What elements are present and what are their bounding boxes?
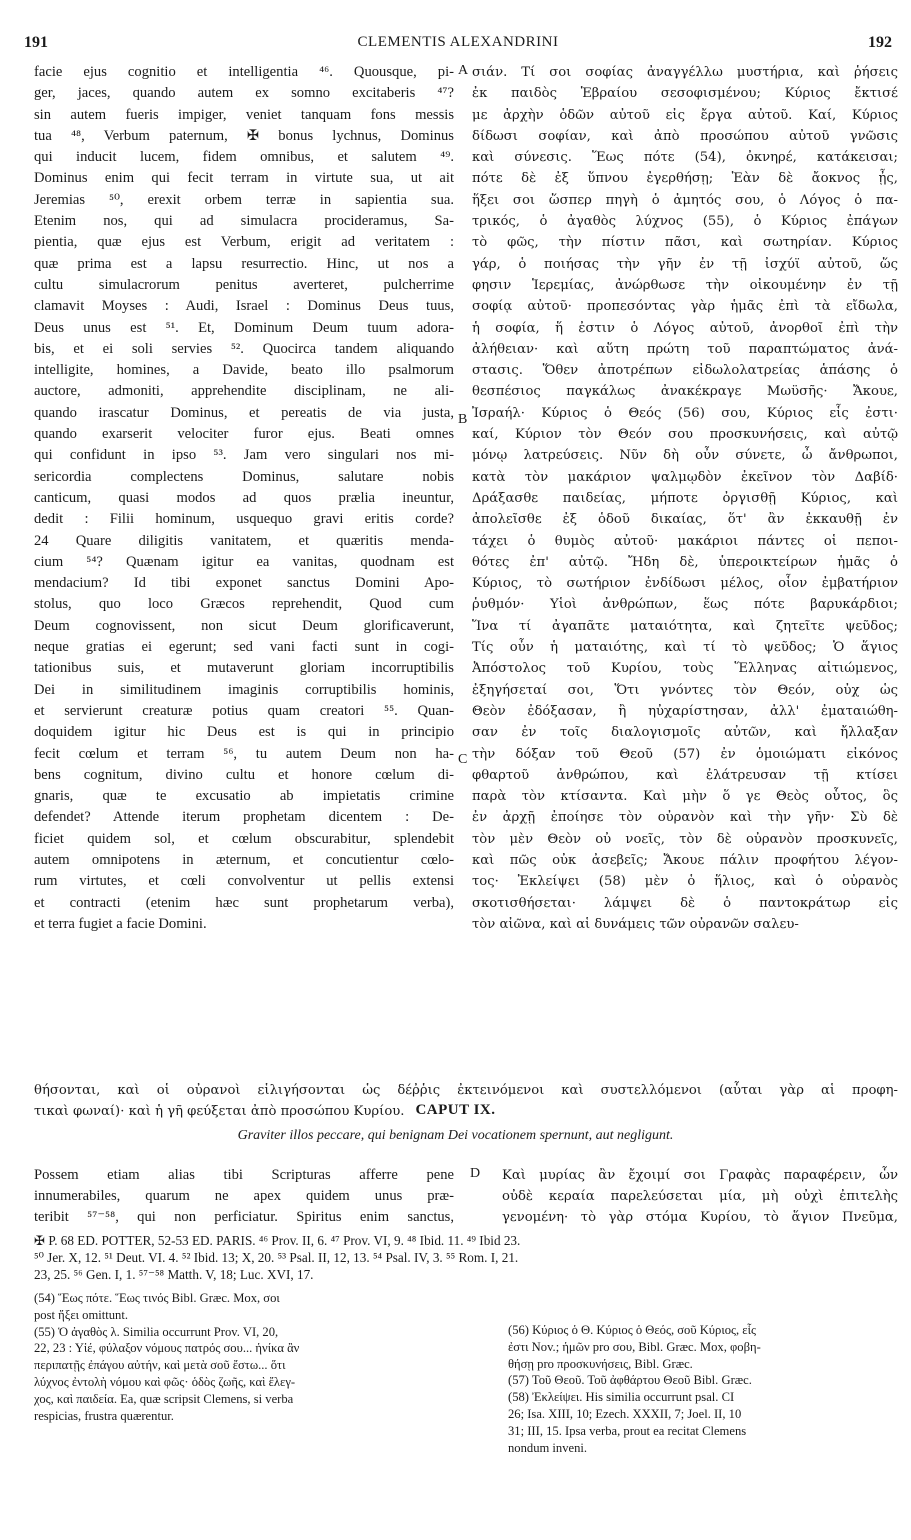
latin-text-line: innumerabiles, quarum ne apex quidem unus præ- [34,1188,454,1204]
greek-text-line: στασις. Ὅθεν ἀποτρέπων εἰδωλολατρείας ἁπάσης ὁ [472,363,898,379]
latin-text-line: stolus, quo loco Græcos reprehendit, Quod cum [34,596,454,613]
latin-text-line: Deum cognovissent, non sicut Deum glorificaverunt, [34,617,454,634]
latin-text-line: facie ejus cognitio et intelligentia ⁴⁶. Quousque, pi- [34,64,454,80]
greek-text-line: τάχει ὁ θυμὸς αὐτοῦ· μακάριοι πάντες οἱ πεποι- [472,533,898,549]
greek-text-line: γενομένη· τὸ γὰρ στόμα Κυρίου, τὸ ἅγιον Πνεῦμα, [502,1210,898,1225]
footnote-line: λύχνος ἐντολὴ νόμου καὶ φῶς· ὁδὸς ζωῆς, καὶ ἔλεγ- [34,1374,296,1389]
latin-text-line: neque gratias ei egerunt; sed vani facti sunt in cogi- [34,639,454,656]
footnote-line: χος, καὶ παιδεία. Ea, quæ scripsit Clemens, si verba [34,1391,294,1406]
latin-text-line: Deus unus est ⁵¹. Et, Dominum Deum tuum adora- [34,319,454,336]
chapter-summary: Graviter illos peccare, qui benignam Dei vocationem spernunt, aut negligunt. [237,1128,674,1143]
greek-text-line: ἐξηγήσεταί σοι, Ὅτι γνόντες τὸν Θεόν, οὐχ ὡς [472,682,898,698]
footnote-line: 26; Isa. XIII, 10; Ezech. XXXII, 7; Joel. II, 10 [508,1406,742,1421]
footnotes-right [508,1322,898,1456]
chapter-greek-text [502,1165,898,1228]
greek-text-line: ἀπολεῖσθε ἐξ ὁδοῦ δικαίας, ὅτ' ἂν ἐκκαυθῇ ἐν [472,512,898,528]
greek-text-line: δίδωσι σοφίαν, καὶ ἀπὸ προσώπου αὐτοῦ γνῶσις [472,128,898,144]
latin-text-line: dedit : Filii hominum, usquequo gravi eritis corde? [34,511,454,528]
latin-text-line: autem omnipotens in æternum, et concutientur cœlo- [34,851,454,868]
greek-text-line: φθαρτοῦ ἀνθρώπου, καὶ ἐλάτρευσαν τῇ κτίσει [472,767,898,783]
greek-text-line: κατὰ τὸν μακάριον ψαλμῳδὸν ἐκεῖνον τὸν Δαβίδ· [472,469,898,485]
greek-text-line: μόνῳ λατρεύσεις. Νῦν δὴ οὖν σύνετε, ὦ ἄνθρωποι, [472,448,898,464]
latin-text-line: cium ⁵⁴? Quænam igitur ea vanitas, quodnam est [34,553,454,570]
latin-text-line: canticum, quasi modos ad quos prælia ineuntur, [34,489,454,506]
greek-text-line: τὸν μὲν Θεὸν οὐ νοεῖς, τὸν δὲ οὐρανὸν προσκυνεῖς, [472,831,898,847]
latin-text-line: sericordia complectens Dominus, salutare nobis [34,468,454,485]
greek-text-line: οὐδὲ κεραία παρελεύσεται μία, μὴ οὐχὶ ἐπιτελὴς [502,1189,898,1204]
latin-text-line: pientia, quæ ejus est Verbum, erigit ad veritatem : [34,234,454,251]
greek-text-line: Θεὸν ἐδόξασαν, ἢ ηὐχαρίστησαν, ἀλλ' ἐματαιώθη- [472,703,898,719]
greek-text-line: τικαὶ φωναί)· καὶ ἡ γῆ φεύξεται ἀπὸ προσώπου Κυρίου. [34,1104,405,1119]
latin-text-line: qui confidunt in ipso ⁵³. Jam vero singulari nos mi- [34,447,454,464]
greek-text-line: σκοτισθήσεται· λάμψει δὲ ὁ παντοκράτωρ εἰς [472,895,898,911]
greek-text-line: θότες ἐπ' αὐτῷ. Ἤδη δὲ, ὑπεροικτείρων ἡμᾶς ὁ [472,554,898,570]
latin-text-line: bens cognitum, divino cultu et honore cœlum di- [34,766,454,783]
latin-column [34,62,454,935]
latin-text-line: bis, et ei soli servies ⁵². Quocirca tandem aliquando [34,340,454,357]
footnote-line: (54) Ἕως πότε. Ἕως τινός Bibl. Græc. Mox, σοι [34,1291,280,1305]
latin-text-line: et contracti (etenim hæc sunt prophetarum verba), [34,894,454,911]
greek-text-line: τος· Ἐκλείψει (58) μὲν ὁ ἥλιος, καὶ ὁ οὐρανὸς [472,874,898,890]
greek-text-line: πότε δὲ ἐξ ὕπνου ἐγερθήσῃ; Ἐὰν δὲ ἄοκνος ᾖς, [472,171,898,187]
chapter-latin-text [34,1165,454,1228]
margin-letter-c: C [458,752,468,767]
page-number-right: 192 [868,34,892,51]
greek-text-line: ἥξει σοι ὥσπερ πηγὴ ὁ ἀμητός σου, ὁ Λόγος ὁ πα- [472,192,898,208]
running-title: CLEMENTIS ALEXANDRINI [357,34,559,50]
greek-text-line: τρικός, ὁ ἀγαθὸς λύχνος (55), ὁ Κύριος ἐπάγων [472,214,898,230]
margin-letter-a: A [458,63,469,78]
footnote-line: post ἥξει omittunt. [34,1307,128,1322]
greek-text-line: καὶ σύνεσις. Ἕως πότε (54), ὀκνηρέ, κατάκεισαι; [472,150,898,166]
latin-text-line: ficiet quidem sol, et cœlum obscurabitur, splendebit [34,830,454,847]
greek-text-line: παρὰ τὸν κτίσαντα. Καὶ μὴν ὅ γε Θεὸς οὗτος, ὃς [472,789,898,805]
latin-text-line: teribit ⁵⁷⁻⁵⁸, qui non perficiatur. Spiritus enim sanctus, [34,1209,454,1225]
greek-text-line: καί, Κύριον τὸν Θεόν σου προσκυνήσεις, καὶ αὐτῷ [472,427,898,443]
footnotes-left [34,1290,474,1424]
greek-text-line: ῥυθμόν· Υἱοὶ ἀνθρώπων, ἕως πότε βαρυκάρδιοι; [472,597,898,613]
latin-text-line: et terra fugiet a facie Domini. [34,915,207,932]
latin-text-line: clamavit Moyses : Audi, Israel : Dominus Deus tuus, [34,298,454,315]
footnote-line: 31; III, 15. Ipsa verba, prout ea recitat Clemens [508,1423,747,1438]
chapter-heading: CAPUT IX. [415,1102,496,1118]
greek-text-line: ἀλήθειαν· καὶ αὕτη πρώτη τοῦ παραπτώματος ἀνά- [472,341,898,357]
footnote-line: (57) Τοῦ Θεοῦ. Τοῦ ἀφθάρτου Θεοῦ Bibl. Græc. [508,1373,752,1388]
latin-text-line: quæ prima est a lapsu resurrectio. Hinc, ut nos a [34,255,454,272]
greek-text-line: θήσονται, καὶ οἱ οὐρανοὶ εἱλιγήσονται ὡς δέῤῥις ἐκτεινόμενοι καὶ συστελλόμενοι (αὗται γὰρ αἱ προφη- [34,1083,898,1098]
greek-text-line: φησιν Ἱερεμίας, ἀνώρθωσε τὴν οἰκουμένην ἐν τῇ [472,277,898,293]
greek-text-line: Κύριος, τὸ σωτήριον ἐνδίδωσι μέλος, οἷον ἐμβατήριον [472,576,898,592]
greek-text-line: Καὶ μυρίας ἂν ἔχοιμί σοι Γραφὰς παραφέρειν, ὧν [502,1168,898,1183]
latin-text-line: defendet? Attende iterum prophetam dicentem : De- [34,809,454,826]
latin-text-line: intelligite, homines, a Davide, beato illo psalmorum [34,362,454,379]
greek-text-line: σιάν. Τί σοι σοφίας ἀναγγέλλω μυστήρια, καὶ ῥήσεις [472,65,898,80]
greek-text-line: Δράξασθε παιδείας, μήποτε ὀργισθῇ Κύριος, καὶ [472,490,898,506]
greek-text-line: σαν ἐν τοῖς διαλογισμοῖς αὐτῶν, καὶ ἤλλαξαν [472,725,898,741]
latin-text-line: Possem etiam alias tibi Scripturas afferre pene [34,1167,454,1183]
latin-text-line: quando exarserit velociter furor ejus. Beati omnes [34,426,454,443]
latin-text-line: sin autem fueris impiger, veniet tanquam fons messis [34,106,454,123]
latin-text-line: Etenim nos, qui ad simulacra procideramus, Sa- [34,213,454,230]
margin-letter-d: D [470,1166,481,1181]
page-header [24,34,892,56]
latin-text-line: mendacium? Id tibi exponet sanctus Domini Apo- [34,575,454,592]
latin-text-line: quando irascatur Dominus, et pereatis de via justa, [34,404,454,421]
greek-text-line: ἐν ἀρχῇ ἐποίησε τὸν οὐρανὸν καὶ τὴν γῆν· Σὺ δὲ [472,810,898,826]
greek-text-line: με ἀρχὴν ὁδῶν αὐτοῦ εἰς ἔργα αὐτοῦ. Καί, Κύριος [472,107,898,123]
scripture-references [34,1232,898,1283]
footnote-line: nondum inveni. [508,1440,588,1455]
latin-text-line: rum virtutes, et cœli convolventur ut pellis extensi [34,873,454,890]
latin-text-line: doquidem igitur hic Deus est is qui in principio [34,724,454,741]
greek-text-line: θεσπέσιος παγκάλως ἀνακέκραγε Μωϋσῆς· Ἄκουε, [472,384,898,400]
latin-text-line: ger, jaces, quando autem ex somno excitaberis ⁴⁷? [34,85,454,102]
footnote-line: (56) Κύριος ὁ Θ. Κύριος ὁ Θεός, σοῦ Κύριος, εἷς [508,1323,756,1337]
margin-letter-b: B [458,412,468,427]
latin-text-line: gnaris, quæ te excusatio ab impietatis crimine [34,788,454,805]
greek-text-line: τὸν αἰῶνα, καὶ αἱ δυνάμεις τῶν οὐρανῶν σαλευ- [472,916,799,932]
greek-text-line: ἐκ παιδὸς Ἑβραίου σεσοφισμένου; Κύριος ἔκτισέ [472,86,898,102]
footnote-line: (55) Ὁ ἀγαθὸς λ. Similia occurrunt Prov. VI, 20, [34,1324,279,1339]
greek-text-line: ἡ σοφία, ἥ ἐστιν ὁ Λόγος αὐτοῦ, ἀνορθοῖ ἐπὶ τὴν [472,320,898,336]
reference-line: ✠ P. 68 ED. POTTER, 52-53 ED. PARIS. ⁴⁶ Prov. II, 6. ⁴⁷ Prov. VI, 9. ⁴⁸ Ibid. 11. ⁴⁹ Ibid 23. [34,1233,521,1248]
footnote-line: (58) Ἐκλείψει. His similia occurrunt psal. CI [508,1390,735,1405]
latin-text-line: Dei in similitudinem imaginis corruptibilis hominis, [34,681,454,698]
greek-text-line: σοφίᾳ αὐτοῦ· προπεσόντας γὰρ ἡμᾶς ἐπὶ τὰ εἴδωλα, [472,299,898,315]
greek-text-line: Ἰσραήλ· Κύριος ὁ Θεός (56) σου, Κύριος εἷς ἐστι· [472,405,898,421]
footnote-line: θήσῃ pro προσκυνήσεις, Bibl. Græc. [508,1356,693,1371]
greek-text-line: Τίς οὖν ἡ ματαιότης, καὶ τί τὸ ψεῦδος; Ὁ ἅγιος [472,640,898,656]
greek-text-line: Ἵνα τί ἀγαπᾶτε ματαιότητα, καὶ ζητεῖτε ψεῦδος; [472,618,898,634]
latin-text-line: Jeremias ⁵⁰, erexit orbem terræ in sapientia sua. [34,191,454,208]
page-number-left: 191 [24,34,48,51]
footnote-line: περιπατῇς ἐπάγου αὐτήν, καὶ μετὰ σοῦ ἔστω... ὅτι [34,1358,286,1373]
latin-text-line: auctore, admoniti, apprehendite disciplinam, ne ali- [34,383,454,400]
latin-text-line: qui inducit lucem, fidem omnibus, et salutem ⁴⁹. [34,149,454,166]
latin-text-line: fecit cœlum et terram ⁵⁶, tu autem Deum non ha- [34,745,454,762]
footnote-line: respicias, frustra quærentur. [34,1408,174,1423]
greek-text-line: Ἀπόστολος τοῦ Κυρίου, τοὺς Ἕλληνας αἰτιώμενος, [472,661,898,677]
latin-text-line: tationibus suis, et mutaverunt gloriam incorruptibilis [34,660,454,677]
greek-column [472,62,898,935]
reference-line: ⁵⁰ Jer. X, 12. ⁵¹ Deut. VI. 4. ⁵² Ibid. 13; X, 20. ⁵³ Psal. II, 12, 13. ⁵⁴ Psal. IV, 3. ⁵⁵ Rom. I, 21. [34,1250,519,1265]
greek-text-line: καὶ πῶς οὐκ ἀσεβεῖς; Ἄκουε πάλιν προφήτου λέγον- [472,852,898,868]
latin-text-line: tua ⁴⁸, Verbum paternum, ✠ bonus lychnus, Dominus [34,127,454,144]
greek-text-line: τὸ φῶς, τὴν πίστιν πᾶσι, καὶ σωτηρίαν. Κύριος [472,235,898,251]
reference-line: 23, 25. ⁵⁶ Gen. I, 1. ⁵⁷⁻⁵⁸ Matth. V, 18; Luc. XVI, 17. [34,1267,314,1282]
latin-text-line: Dominus enim qui fecit terram in virtute sua, ut ait [34,170,454,187]
footnote-line: ἐστι Nov.; ἡμῶν pro σου, Bibl. Græc. Mox, φοβη- [508,1339,761,1354]
greek-text-line: γάρ, ὁ ποιήσας τὴν γῆν ἐν τῇ ἰσχύϊ αὐτοῦ, ὥς [472,256,898,272]
latin-text-line: et servierunt creaturæ potius quam creatori ⁵⁵. Quan- [34,702,454,719]
latin-text-line: cultu simulacrorum penitus averteret, pulcherrime [34,276,454,293]
footnote-line: 22, 23 : Υἱέ, φύλαξον νόμους πατρός σου... ἡνίκα ἂν [34,1341,300,1356]
latin-text-line: 24 Quare diligitis vanitatem, et quæritis menda- [34,532,454,549]
greek-text-line: τὴν δόξαν τοῦ Θεοῦ (57) ἐν ὁμοιώματι εἰκόνος [472,746,898,762]
